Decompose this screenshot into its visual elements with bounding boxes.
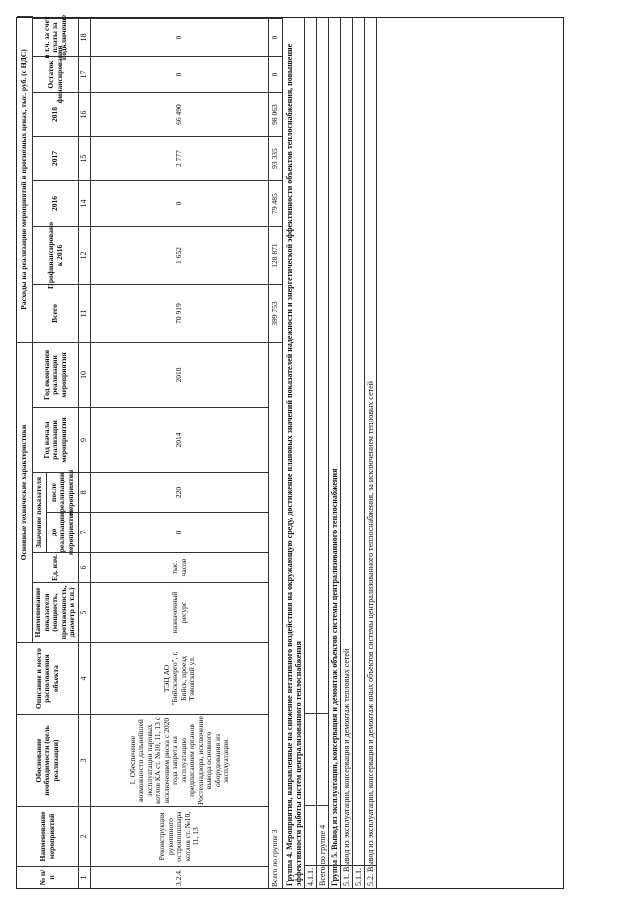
row-3-2-4-2018: 66 490	[91, 92, 269, 136]
colnum-6: 6	[79, 552, 91, 582]
header-col11: Всего	[33, 284, 79, 342]
header-col8: после реализации мероприятия	[47, 472, 79, 512]
header-col16: 2018	[33, 92, 79, 136]
row-5-1-1: 5.1.1.	[354, 868, 363, 886]
row-3-2-4-before: 0	[91, 512, 269, 552]
row-3-2-4-financed: 1 652	[91, 226, 269, 284]
row-4-1-1: 4.1.1.	[306, 868, 315, 886]
header-values-group: Значение показателя	[33, 472, 47, 552]
group3-total-2016: 79 485	[269, 180, 283, 226]
row-3-2-4-year-start: 2014	[91, 407, 269, 472]
colnum-11: 11	[79, 284, 91, 342]
header-col2: Наименование мероприятий	[17, 806, 79, 866]
row-3-2-4-2016: 0	[91, 180, 269, 226]
header-col18: в т.ч. за счет платы за подключение	[33, 18, 79, 56]
stub-line-1	[305, 864, 377, 866]
colnum-2: 2	[79, 806, 91, 866]
colnum-1: 1	[79, 866, 91, 888]
row-5-2: 5.2. Вывод из эксплуатации, консервация и демонтаж иных объектов системы централизованного теплоснабжения, за исключением тепловых сетей	[366, 381, 375, 886]
group4-total-line	[317, 18, 329, 888]
row-3-2-4-num: 3.2.4.	[91, 866, 269, 888]
group5-title: Группа 5. Вывод из эксплуатации, консервация и демонтаж объектов системы централизованного теплоснабжения	[330, 468, 339, 886]
colnum-12: 12	[79, 226, 91, 284]
row-3-2-4-2017: 2 777	[91, 136, 269, 180]
header-col15: 2017	[33, 136, 79, 180]
colnum-15: 15	[79, 136, 91, 180]
row-3-2-4-rest: 0	[91, 56, 269, 92]
group3-total-rest: 0	[269, 56, 283, 92]
row-3-2-4-indicator: назначенный ресурс	[91, 582, 269, 642]
colnum-18: 18	[79, 18, 91, 56]
stub-line-2	[305, 804, 329, 806]
header-col14: 2016	[33, 180, 79, 226]
row-3-2-4-total: 70 919	[91, 284, 269, 342]
row-5-1: 5.1. Вывод из эксплуатации, консервация и демонтаж тепловых сетей	[342, 648, 351, 886]
header-col10: Год окончания реализации мероприятия	[33, 342, 79, 407]
colnum-7: 7	[79, 512, 91, 552]
header-col17: Остаток финансирования	[33, 56, 79, 92]
colnum-3: 3	[79, 714, 91, 806]
colnum-5: 5	[79, 582, 91, 642]
group3-total-2017: 93 335	[269, 136, 283, 180]
header-col3: Обоснование необходимости (цель реализации)	[17, 714, 79, 806]
row-3-2-4-after: 220	[91, 472, 269, 512]
colnum-17: 17	[79, 56, 91, 92]
colnum-16: 16	[79, 92, 91, 136]
colnum-8: 8	[79, 472, 91, 512]
group3-total-label: Всего по группе 3	[269, 342, 283, 888]
row-3-2-4-reason: 1. Обеспечение возможности дальнейшей эксплуатации паровых котлов КА ст. №10, 11, 13 с исключением риска с 2020 года запрета на эксплуатацию предписанием органов Ростехнадзора, исключение вывода основного оборудования из эксплуатации.	[91, 714, 269, 806]
group3-total-sum: 399 753	[269, 284, 283, 342]
group3-total-financed: 128 871	[269, 226, 283, 284]
row-5-1-1-line	[353, 18, 365, 888]
row-3-2-4-year-end: 2018	[91, 342, 269, 407]
group3-total-2018: 98 063	[269, 92, 283, 136]
colnum-10: 10	[79, 342, 91, 407]
header-col6: Ед. изм.	[33, 552, 79, 582]
row-4-1-1-line	[305, 18, 317, 888]
row-3-2-4-name: Реконструкция рукопиного остропопшпара котлов ст. №10, 11, 13	[91, 806, 269, 866]
header-col5: Наименование показателя (мощность, протяженность, диаметр и т.п.)	[33, 582, 79, 642]
header-col1: № п/п	[17, 866, 79, 888]
row-3-2-4-location: ТЭЦ АО "Бийскэнерго", г. Бийск, проезд Тэвовский ул.	[91, 642, 269, 714]
stub-line-3	[305, 712, 329, 714]
header-col7: до реализации мероприятия	[47, 512, 79, 552]
header-col4: Описание и место расположения объекта	[17, 642, 79, 714]
colnum-9: 9	[79, 407, 91, 472]
row-3-2-4-connect: 0	[91, 18, 269, 56]
header-col12: Профинансировано к 2016	[33, 226, 79, 284]
group4-total: Всего по группе 4	[318, 824, 327, 886]
colnum-14: 14	[79, 180, 91, 226]
header-col9: Год начала реализации мероприятия	[33, 407, 79, 472]
group4-title: Группа 4. Мероприятия, направленные на снижение негативного воздействия на окружающую среду, достижение плановых значений показателей надежности и энергетической эффективности объектов теплоснабжения, повышение эффективности работы систем централизованного теплоснабжения	[285, 43, 303, 886]
header-costs-group: Расходы на реализацию мероприятий в прогнозных ценах, тыс. руб. (с НДС)	[17, 16, 33, 342]
header-tech-group: Основные технические характеристики	[17, 342, 33, 642]
table-frame	[16, 14, 564, 889]
colnum-4: 4	[79, 642, 91, 714]
row-3-2-4-unit: тыс. часов	[91, 552, 269, 582]
group3-total-connect: 0	[269, 18, 283, 56]
